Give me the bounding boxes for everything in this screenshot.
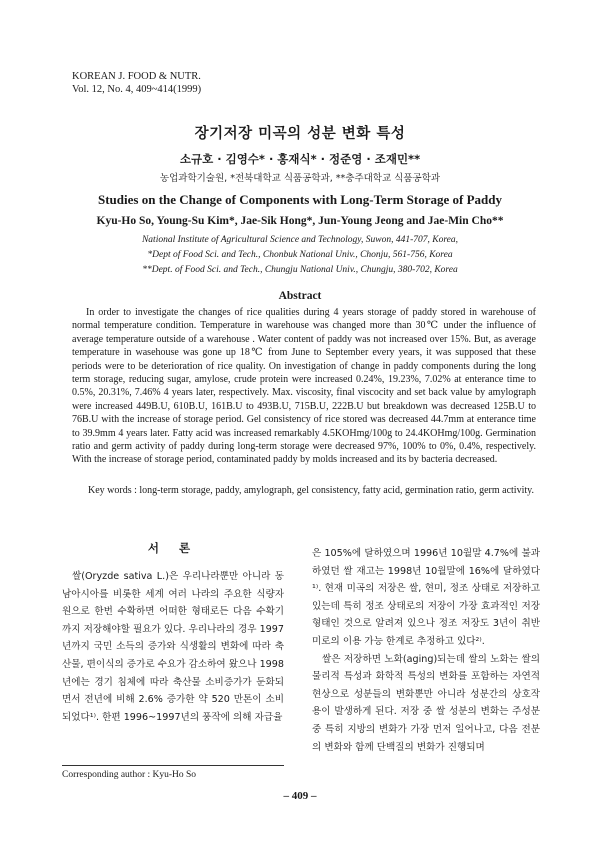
right-column <box>312 545 540 756</box>
intro-paragraph-1-cont: 은 105%에 달하였으며 1996년 10월말 4.7%에 불과하였던 쌀 재고는 1998년 10월말에 16%에 달하였다¹⁾. 현재 미곡의 저장은 쌀, 현미, 정조 상태로 저장하고 있는데 특히 정조 상태로의 저장이 가장 효과적인 저장 형태인 것으로 알려져 있으나 정조 저장도 3년이 취반미로의 이용 가능 한계로 추정하고 있다²⁾. <box>312 548 540 647</box>
authors-korean: 소규호 · 김영수* · 홍재식* · 정준영 · 조재민** <box>179 152 421 166</box>
journal-volume: Vol. 12, No. 4, 409~414(1999) <box>72 84 202 95</box>
footnote-corresponding-author: Corresponding author : Kyu-Ho So <box>62 770 197 780</box>
affiliation-3: **Dept. of Food Sci. and Tech., Chungju National Univ., Chungju, 380-702, Korea <box>142 265 458 275</box>
journal-name: KOREAN J. FOOD & NUTR. <box>72 71 201 82</box>
page-number: – 409 – <box>283 790 317 802</box>
right-column-text <box>312 545 540 756</box>
intro-paragraph-1: 쌀(Oryzde sativa L.)은 우리나라뿐만 아니라 동남아시아를 비롯한 세계 여러 나라의 주요한 식량자원으로 한번 수확하면 어떠한 형태로든 다음 수확기까지 저장해야할 필요가 있다. 우리나라의 경우 1997년까지 국민 소득의 증가와 식생활의 변화에 따라 축산물, 편이식의 증가로 수요가 감소하여 왔으나 1998년에는 경기 침체에 따라 축산물 소비증가가 둔화되면서 전년에 비해 2.6% 증가한 약 520 만톤이 소비되었다¹⁾. 한편 1996~1997년의 풍작에 의해 자급율 <box>62 571 284 723</box>
abstract-heading: Abstract <box>278 290 322 302</box>
footnote-rule <box>62 765 284 766</box>
affiliation-2: *Dept of Food Sci. and Tech., Chonbuk National Univ., Chonju, 561-756, Korea <box>147 250 453 260</box>
abstract-body <box>72 306 536 467</box>
authors-english: Kyu-Ho So, Young-Su Kim*, Jae-Sik Hong*, Jun-Young Jeong and Jae-Min Cho** <box>96 215 504 227</box>
abstract-text: In order to investigate the changes of rice qualities during 4 years storage of paddy stored in warehouse of normal temperature condition. Temperature in warehouse was changed more than 30℃ under the influence of average temperature outside of a warehouse . Water content of paddy was not increased over 15%. But, as average temperature in wasehouse was gone up 18℃ from June to September every years, it was supposed that these periods were to be deterioration of rice quality. On investigation of change in paddy components during the long term storage, reducing sugar, amylose, crude protein were increased 0.24%, 19.23%, 7.02% at enterance time to 0.5%, 20.31%, 7.46% 4 years later, respectively. Max. viscosity, final viscocity and set back value by amylograph were increased 449B.U, 610B.U, 161B.U to 493B.U, 715B.U, 222B.U but breakdown was decreased 125B.U to 76B.U with the increase of storage period. Gel consistency of rice stored was decreased 44.7mm at enterance time to 39.9mm 4 years later. Fatty acid was increased remarkably 4.5KOHmg/100g to 24.4KOHmg/100g. Germination ratio and germ activity of paddy during long-term storage were decreased 97%, 100% to 0%, 0.4%, respectively. With the increase of storage period, contaminated paddy by molds increased and its by bacteria decreased. <box>72 307 536 466</box>
left-column <box>62 540 284 726</box>
title-korean: 장기저장 미곡의 성분 변화 특성 <box>194 126 406 142</box>
journal-header <box>72 70 201 96</box>
affiliation-1: National Institute of Agricultural Science and Technology, Suwon, 441-707, Korea, <box>141 235 459 245</box>
keywords-values: long-term storage, paddy, amylograph, gel consistency, fatty acid, germination ratio, germ activity. <box>139 485 534 496</box>
left-column-text <box>62 568 284 726</box>
keywords <box>88 484 538 497</box>
affiliations-korean: 농업과학기술원, *전북대학교 식품공학과, **충주대학교 식품공학과 <box>159 173 441 184</box>
intro-paragraph-2: 쌀은 저장하면 노화(aging)되는데 쌀의 노화는 쌀의 물리적 특성과 화학적 특성의 변화를 포함하는 자연적 현상으로 성분들의 변화뿐만 아니라 성분간의 상호작용이 발생하게 된다. 저장 중 쌀 성분의 변화는 주성분 중 특히 지방의 변화가 가장 먼저 일어나고, 다음 전분의 변화와 함께 단백질의 변화가 진행되며 <box>312 653 540 753</box>
keywords-label: Key words : <box>88 485 137 496</box>
title-english: Studies on the Change of Components with Long-Term Storage of Paddy <box>98 192 502 207</box>
section-heading-introduction: 서 론 <box>147 541 199 555</box>
